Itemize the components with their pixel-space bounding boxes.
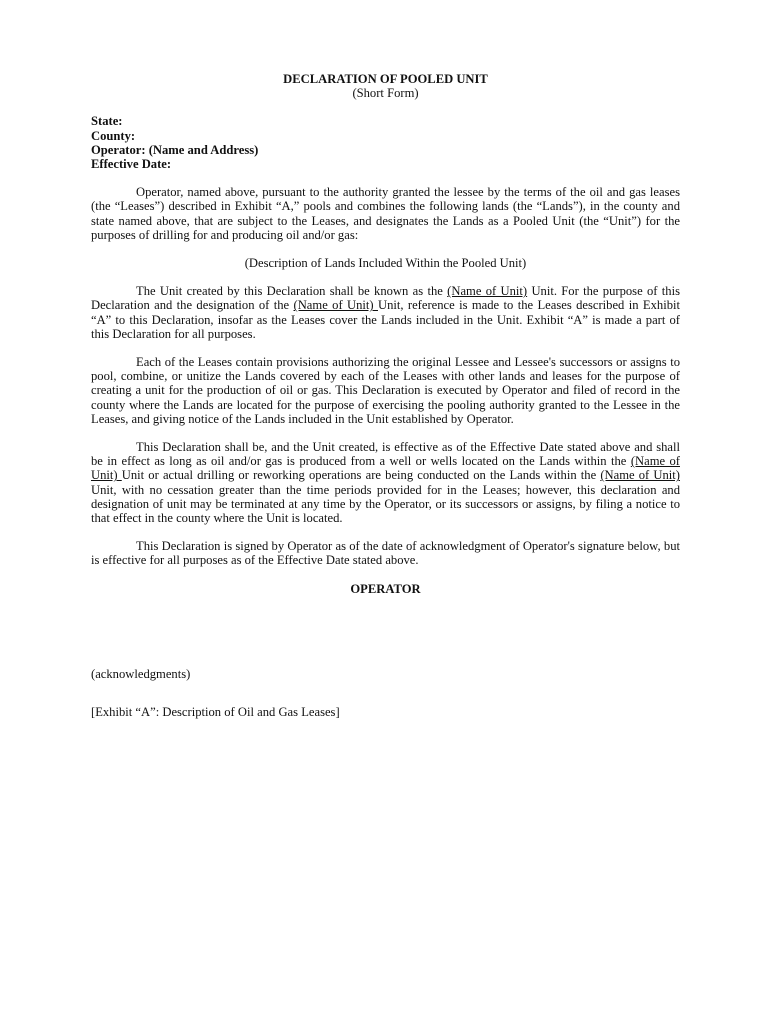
document-title: DECLARATION OF POOLED UNIT bbox=[283, 72, 488, 86]
state-field-label: State: bbox=[91, 114, 123, 129]
effective-term-paragraph bbox=[91, 440, 680, 525]
lands-description-placeholder: (Description of Lands Included Within the Pooled Unit) bbox=[244, 256, 527, 271]
document-subtitle: (Short Form) bbox=[352, 86, 419, 101]
operator-field-label: Operator: (Name and Address) bbox=[91, 142, 259, 157]
effective-term-placeholder-1: (Name of Unit) bbox=[91, 454, 680, 483]
unit-name-paragraph bbox=[91, 284, 680, 341]
exhibit-placeholder: [Exhibit “A”: Description of Oil and Gas Leases] bbox=[91, 705, 340, 720]
effective-term-text-1: This Declaration shall be, and the Unit created, is effective as of the Effective Date stated above and shall be in effect as long as oil and/or gas is produced from a well or wells located on the Lands within the bbox=[91, 440, 680, 469]
effective-term-placeholder-2: (Name of Unit) bbox=[600, 468, 680, 483]
header-fields bbox=[91, 114, 680, 171]
effective-term-text-2: Unit or actual drilling or reworking operations are being conducted on the Lands within the bbox=[121, 468, 601, 483]
signature-space bbox=[91, 596, 680, 667]
acknowledgments-placeholder: (acknowledgments) bbox=[91, 666, 191, 681]
effective-term-text-3: Unit, with no cessation greater than the time periods provided for in the Leases; however, this declaration and designation of unit may be terminated at any time by the Operator, or its successors or assigns, by filing a notice to that effect in the county where the Unit is located. bbox=[91, 482, 680, 526]
unit-name-text-2: Unit. For the purpose of this Declaration and the designation of the bbox=[91, 284, 680, 313]
unit-name-text-1: The Unit created by this Declaration shall be known as the bbox=[136, 284, 448, 299]
document-page bbox=[91, 72, 680, 743]
pooling-paragraph: Operator, named above, pursuant to the authority granted the lessee by the terms of the oil and gas leases (the “Leases”) described in Exhibit “A,” pools and combines the following lands (the “Lands”), in the county and state named above, that are subject to the Leases, and designates the Lands as a Pooled Unit (the “Unit”) for the purposes of drilling for and producing oil and/or gas: bbox=[91, 185, 680, 242]
signature-paragraph: This Declaration is signed by Operator as of the date of acknowledgment of Operator's signature below, but is effective for all purposes as of the Effective Date stated above. bbox=[91, 539, 680, 568]
effective-date-field-label: Effective Date: bbox=[91, 157, 172, 172]
county-field-label: County: bbox=[91, 128, 136, 143]
unit-name-placeholder-1: (Name of Unit) bbox=[447, 284, 528, 299]
operator-signature-heading: OPERATOR bbox=[350, 581, 421, 596]
unit-name-text-3: Unit, reference is made to the Leases described in Exhibit “A” to this Declaration, insofar as the Leases cover the Lands included in the Unit. Exhibit “A” is made a part of this Declaration for all purposes. bbox=[91, 298, 680, 341]
unit-name-placeholder-2: (Name of Unit) bbox=[293, 298, 378, 313]
lease-provisions-paragraph: Each of the Leases contain provisions authorizing the original Lessee and Lessee's successors or assigns to pool, combine, or unitize the Lands covered by each of the Leases with other lands and leases for the purpose of creating a unit for the production of oil or gas. This Declaration is executed by Operator and filed of record in the county where the Lands are located for the purpose of exercising the pooling authority granted to the Lessee in the Leases, and giving notice of the Lands included in the Unit established by Operator. bbox=[91, 355, 680, 426]
